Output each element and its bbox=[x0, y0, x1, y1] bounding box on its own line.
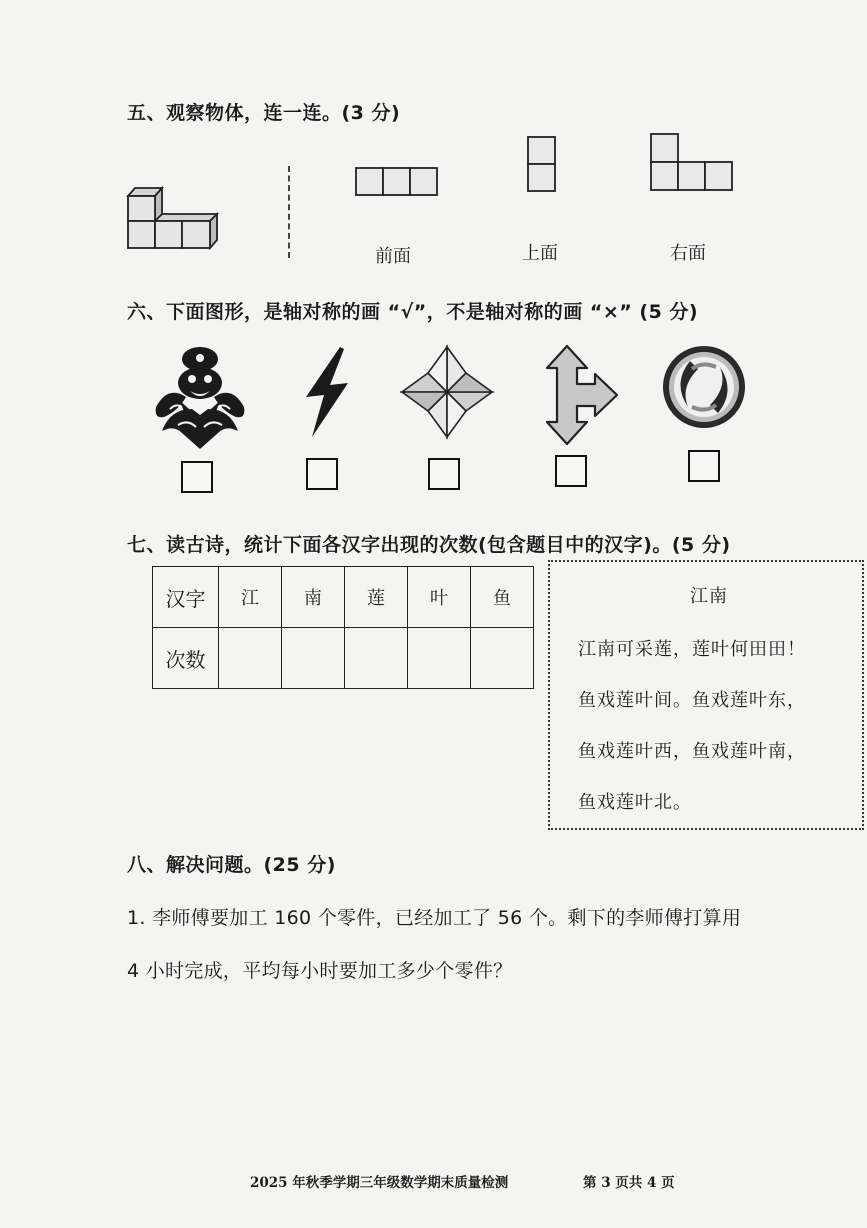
lightning-bolt-figure bbox=[300, 345, 352, 439]
count-answer-cell[interactable] bbox=[471, 628, 534, 689]
section-6-heading: 六、下面图形，是轴对称的画 “√”，不是轴对称的画 “×” (5 分) bbox=[127, 301, 699, 323]
section-8-heading: 八、解决问题。(25 分) bbox=[127, 854, 336, 876]
block-solid-figure bbox=[122, 182, 222, 254]
answer-area[interactable] bbox=[127, 1000, 827, 1160]
table-row bbox=[153, 628, 534, 689]
poem-line: 江南可采莲，莲叶何田田！ bbox=[578, 639, 806, 660]
table-row bbox=[153, 567, 534, 628]
section-7-heading: 七、读古诗，统计下面各汉字出现的次数(包含题目中的汉字)。(5 分) bbox=[127, 534, 731, 556]
section-5-divider bbox=[288, 166, 290, 258]
count-answer-cell[interactable] bbox=[408, 628, 471, 689]
table-char-cell: 南 bbox=[282, 567, 345, 628]
answer-box-2[interactable] bbox=[306, 458, 338, 490]
answer-box-4[interactable] bbox=[555, 455, 587, 487]
answer-box-3[interactable] bbox=[428, 458, 460, 490]
arrow-figure bbox=[543, 344, 619, 446]
answer-box-1[interactable] bbox=[181, 461, 213, 493]
front-view-label[interactable]: 前面 bbox=[375, 246, 411, 267]
front-view-shape[interactable] bbox=[355, 167, 439, 197]
count-answer-cell[interactable] bbox=[282, 628, 345, 689]
ring-logo-figure bbox=[660, 343, 748, 431]
poem-line: 鱼戏莲叶间。鱼戏莲叶东， bbox=[578, 690, 806, 711]
table-header-cell: 汉字 bbox=[153, 567, 219, 628]
table-char-cell: 江 bbox=[219, 567, 282, 628]
top-view-shape[interactable] bbox=[527, 136, 557, 194]
count-answer-cell[interactable] bbox=[219, 628, 282, 689]
poem-line: 鱼戏莲叶西，鱼戏莲叶南， bbox=[578, 741, 806, 762]
pinwheel-figure bbox=[398, 343, 496, 441]
right-view-shape[interactable] bbox=[650, 133, 734, 193]
poem-box bbox=[548, 560, 864, 830]
ornament-figure bbox=[148, 345, 252, 451]
table-header-cell: 次数 bbox=[153, 628, 219, 689]
answer-box-5[interactable] bbox=[688, 450, 720, 482]
problem-1-line-1: 1. 李师傅要加工 160 个零件，已经加工了 56 个。剩下的李师傅打算用 bbox=[127, 907, 742, 929]
count-answer-cell[interactable] bbox=[345, 628, 408, 689]
footer-exam-title: 2025 年秋季学期三年级数学期末质量检测 bbox=[250, 1175, 509, 1191]
poem-line: 鱼戏莲叶北。 bbox=[578, 792, 692, 813]
poem-title: 江南 bbox=[690, 586, 728, 607]
table-char-cell: 叶 bbox=[408, 567, 471, 628]
section-5-heading: 五、观察物体，连一连。(3 分) bbox=[127, 102, 401, 124]
right-view-label[interactable]: 右面 bbox=[670, 243, 706, 264]
top-view-label[interactable]: 上面 bbox=[522, 243, 558, 264]
table-char-cell: 鱼 bbox=[471, 567, 534, 628]
table-char-cell: 莲 bbox=[345, 567, 408, 628]
problem-1-line-2: 4 小时完成，平均每小时要加工多少个零件？ bbox=[127, 960, 513, 982]
character-count-table bbox=[152, 566, 534, 689]
footer-page-number: 第 3 页共 4 页 bbox=[583, 1175, 675, 1191]
